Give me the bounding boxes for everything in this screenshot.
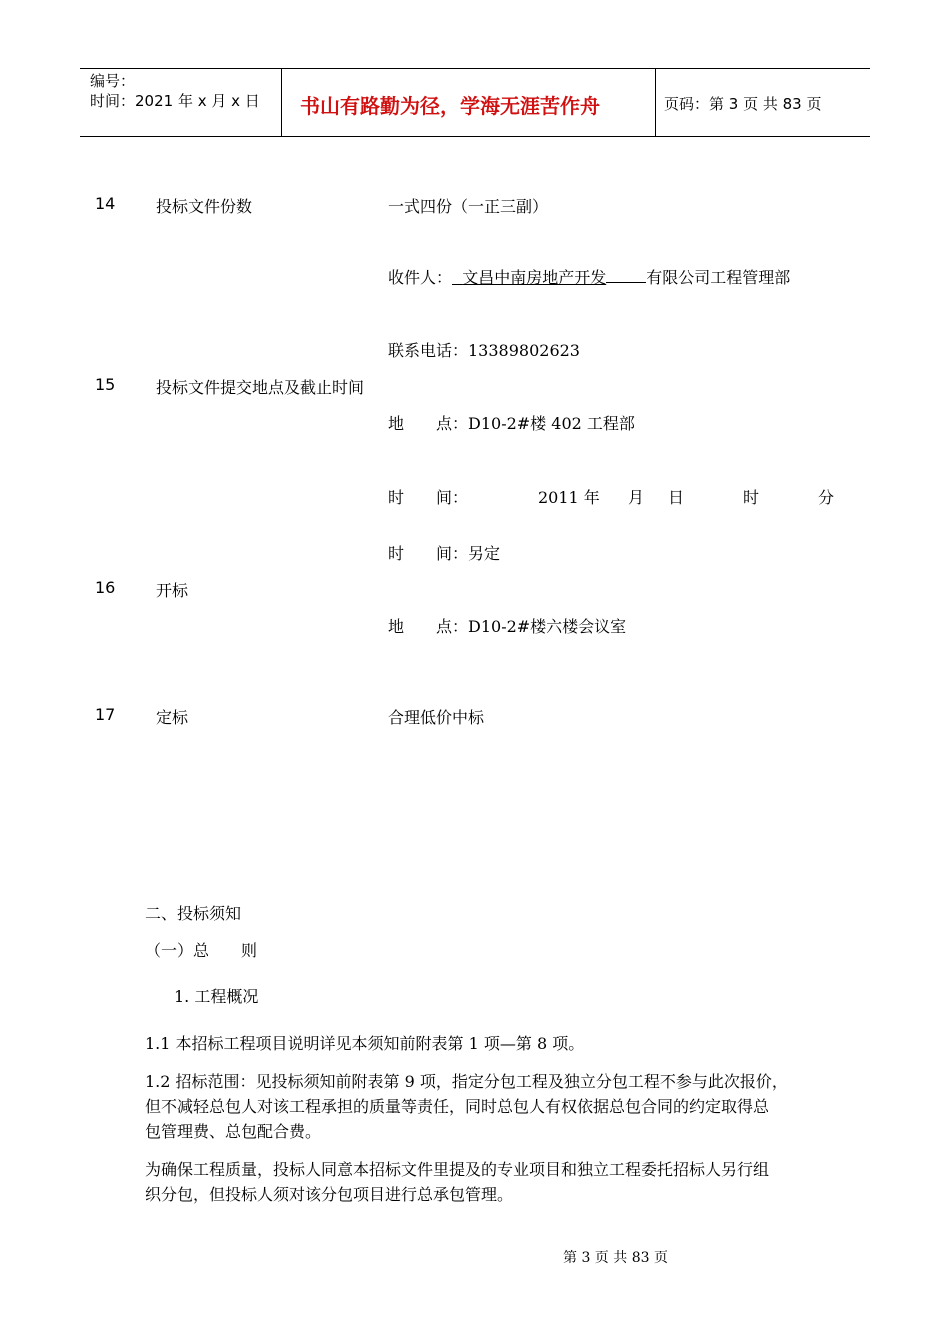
contact-phone: 联系电话：13389802623 <box>388 341 580 360</box>
recipient-line <box>388 265 790 288</box>
submit-time-year: 2011 年 <box>538 488 600 507</box>
submit-time-day: 日 <box>668 488 685 507</box>
submit-time-hour: 时 <box>743 488 760 507</box>
header-time-label: 时间：2021 年 x 月 x 日 <box>90 92 260 110</box>
header-bottom-rule <box>80 136 870 137</box>
section-title: 二、投标须知 <box>145 904 242 923</box>
row-14-content: 一式四份（一正三副） <box>388 197 549 216</box>
header-motto: 书山有路勤为径，学海无涯苦作舟 <box>300 94 600 118</box>
open-place: 地 点：D10-2#楼六楼会议室 <box>388 617 627 636</box>
header-top-rule <box>80 68 870 69</box>
submit-time-month: 月 <box>628 488 645 507</box>
paragraph-1-1: 1.1 本招标工程项目说明详见本须知前附表第 1 项—第 8 项。 <box>145 1034 585 1053</box>
section-sub: （一）总 则 <box>145 941 258 960</box>
recipient-blank <box>606 268 646 283</box>
recipient-name: 文昌中南房地产开发 <box>462 268 607 287</box>
recipient-label: 收件人： <box>388 268 453 287</box>
section-item-1: 1. 工程概况 <box>174 987 259 1006</box>
header-page-label: 页码：第 3 页 共 83 页 <box>664 95 822 113</box>
paragraph-1-2-line-2: 但不减轻总包人对该工程承担的质量等责任，同时总包人有权依据总包合同的约定取得总 <box>145 1097 770 1116</box>
header-number-label: 编号： <box>90 72 136 90</box>
row-16-item: 开标 <box>156 581 189 600</box>
row-17-number: 17 <box>95 705 116 724</box>
header-divider-right <box>655 68 656 136</box>
submit-place: 地 点：D10-2#楼 402 工程部 <box>388 414 635 433</box>
row-16-number: 16 <box>95 578 116 597</box>
header-divider-left <box>281 68 282 136</box>
row-17-content: 合理低价中标 <box>388 708 485 727</box>
page-footer: 第 3 页 共 83 页 <box>563 1250 668 1266</box>
row-17-item: 定标 <box>156 708 189 727</box>
row-14-number: 14 <box>95 194 116 213</box>
paragraph-1-2-line-1: 1.2 招标范围：见投标须知前附表第 9 项，指定分包工程及独立分包工程不参与此次报价， <box>145 1072 788 1091</box>
row-15-item: 投标文件提交地点及截止时间 <box>156 378 365 397</box>
open-time: 时 间：另定 <box>388 544 501 563</box>
recipient-suffix: 有限公司工程管理部 <box>646 268 791 287</box>
paragraph-1-2-line-3: 包管理费、总包配合费。 <box>145 1122 322 1141</box>
row-15-number: 15 <box>95 375 116 394</box>
submit-time-minute: 分 <box>818 488 835 507</box>
paragraph-3-line-1: 为确保工程质量，投标人同意本招标文件里提及的专业项目和独立工程委托招标人另行组 <box>145 1160 770 1179</box>
row-14-item: 投标文件份数 <box>156 197 253 216</box>
paragraph-3-line-2: 织分包，但投标人须对该分包项目进行总承包管理。 <box>145 1185 514 1204</box>
submit-time-label: 时 间： <box>388 488 469 507</box>
